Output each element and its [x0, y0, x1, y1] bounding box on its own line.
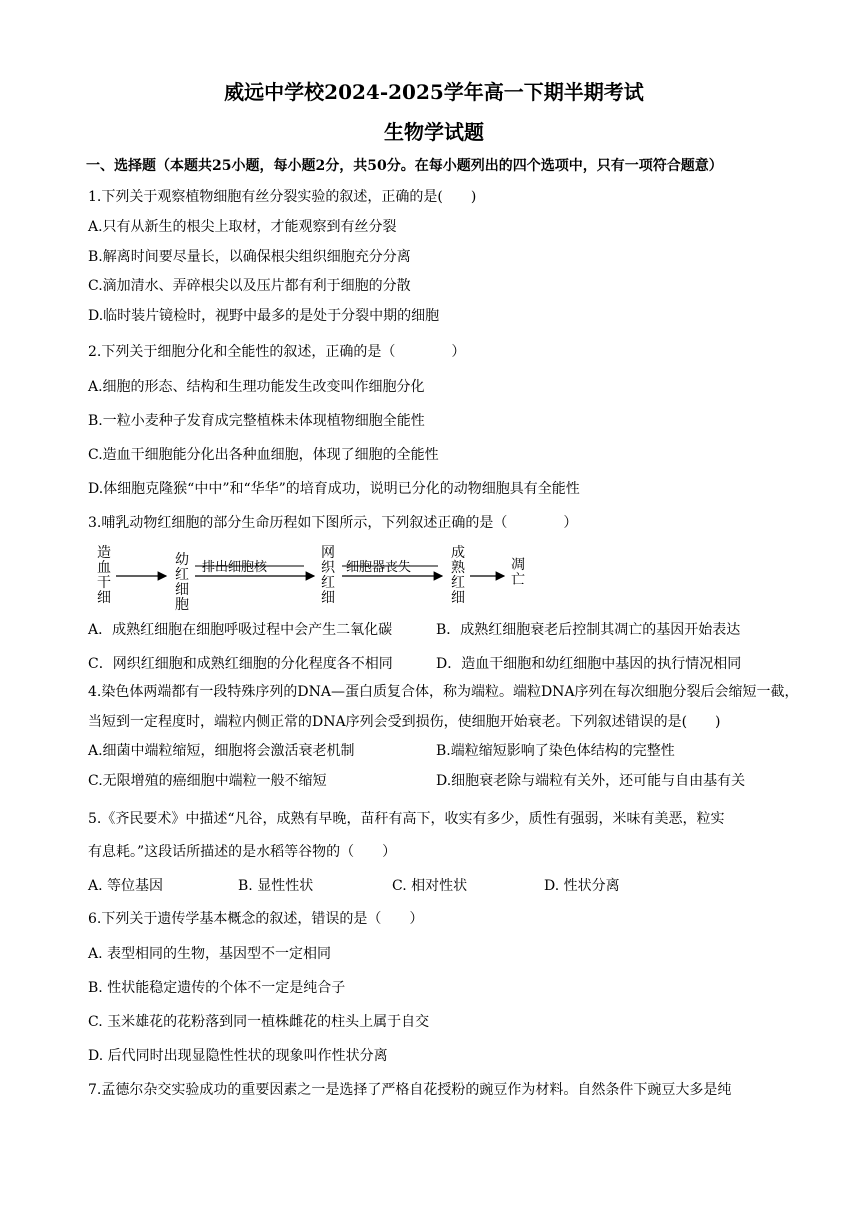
q1-option-c: C.滴加清水、弄碎根尖以及压片都有利于细胞的分散: [88, 278, 411, 294]
q1-stem: 1.下列关于观察植物细胞有丝分裂实验的叙述，正确的是( ): [88, 189, 477, 205]
q4-option-b: B.端粒缩短影响了染色体结构的完整性: [436, 743, 675, 759]
q5-stem-line2: 有息耗。”这段话所描述的是水稻等谷物的（ ）: [88, 844, 397, 860]
q6-option-a: A. 表型相同的生物，基因型不一定相同: [88, 946, 332, 962]
q5-option-b: B. 显性性状: [238, 878, 314, 894]
node-reticulocyte: 网 织 红 细: [321, 545, 335, 606]
node-young-red-cell: 幼 红 细 胞: [175, 552, 189, 613]
q1-option-d: D.临时装片镜检时，视野中最多的是处于分裂中期的细胞: [88, 308, 440, 324]
q4-option-d: D.细胞衰老除与端粒有关外，还可能与自由基有关: [436, 773, 746, 789]
q3-option-d: D．造血干细胞和幼红细胞中基因的执行情况相同: [436, 656, 742, 672]
q2-stem: 2.下列关于细胞分化和全能性的叙述，正确的是（ ）: [88, 344, 466, 360]
q5-stem-line1: 5.《齐民要术》中描述“凡谷，成熟有早晚，苗秆有高下，收实有多少，质性有强弱，米味有美恶，粒实: [88, 811, 725, 827]
q6-option-c: C. 玉米雄花的花粉落到同一植株雌花的柱头上属于自交: [88, 1014, 430, 1030]
arrow-label-organelle-loss: 细胞器丧失: [346, 560, 412, 575]
q3-option-c: C．网织红细胞和成熟红细胞的分化程度各不相同: [88, 656, 393, 672]
q4-stem-line1: 4.染色体两端都有一段特殊序列的DNA—蛋白质复合体，称为端粒。端粒DNA序列在每次细胞分裂后会缩短一截，: [88, 684, 799, 700]
q7-stem-line1: 7.孟德尔杂交实验成功的重要因素之一是选择了严格自花授粉的豌豆作为材料。自然条件下豌豆大多是纯: [88, 1082, 732, 1098]
q2-option-c: C.造血干细胞能分化出各种血细胞，体现了细胞的全能性: [88, 447, 439, 463]
flow-arrows: [92, 544, 542, 608]
q5-option-c: C. 相对性状: [392, 878, 468, 894]
q1-option-a: A.只有从新生的根尖上取材，才能观察到有丝分裂: [88, 219, 397, 235]
q2-option-b: B.一粒小麦种子发育成完整植株未体现植物细胞全能性: [88, 413, 425, 429]
q5-option-d: D. 性状分离: [544, 878, 620, 894]
q3-option-b: B．成熟红细胞衰老后控制其凋亡的基因开始表达: [436, 622, 741, 638]
q2-option-d: D.体细胞克隆猴“中中”和“华华”的培育成功，说明已分化的动物细胞具有全能性: [88, 481, 580, 497]
q6-option-d: D. 后代同时出现显隐性性状的现象叫作性状分离: [88, 1048, 388, 1064]
q2-option-a: A.细胞的形态、结构和生理功能发生改变叫作细胞分化: [88, 379, 425, 395]
node-apoptosis: 凋 亡: [511, 557, 525, 588]
node-hematopoietic-stem-cell: 造 血 干 细: [97, 545, 111, 606]
exam-title: 威远中学校2024-2025学年高一下期半期考试: [224, 80, 644, 104]
q4-option-c: C.无限增殖的癌细胞中端粒一般不缩短: [88, 773, 327, 789]
q4-option-a: A.细菌中端粒缩短，细胞将会激活衰老机制: [88, 743, 355, 759]
q3-option-a: A．成熟红细胞在细胞呼吸过程中会产生二氧化碳: [88, 622, 393, 638]
exam-subtitle: 生物学试题: [384, 120, 484, 144]
node-mature-red-cell: 成 熟 红 细: [451, 545, 465, 606]
q3-stem: 3.哺乳动物红细胞的部分生命历程如下图所示，下列叙述正确的是（ ）: [88, 515, 578, 531]
section-heading: 一、选择题（本题共25小题，每小题2分，共50分。在每小题列出的四个选项中，只有一项符合题意）: [86, 158, 723, 174]
q1-option-b: B.解离时间要尽量长，以确保根尖组织细胞充分分离: [88, 249, 411, 265]
q6-option-b: B. 性状能稳定遗传的个体不一定是纯合子: [88, 980, 346, 996]
q5-option-a: A. 等位基因: [88, 878, 164, 894]
red-blood-cell-flow-diagram: [92, 544, 542, 613]
q4-stem-line2: 当短到一定程度时，端粒内侧正常的DNA序列会受到损伤，使细胞开始衰老。下列叙述错误的是( ): [88, 714, 721, 730]
arrow-label-expel-nucleus: 排出细胞核: [202, 560, 268, 575]
q6-stem: 6.下列关于遗传学基本概念的叙述，错误的是（ ）: [88, 911, 424, 927]
